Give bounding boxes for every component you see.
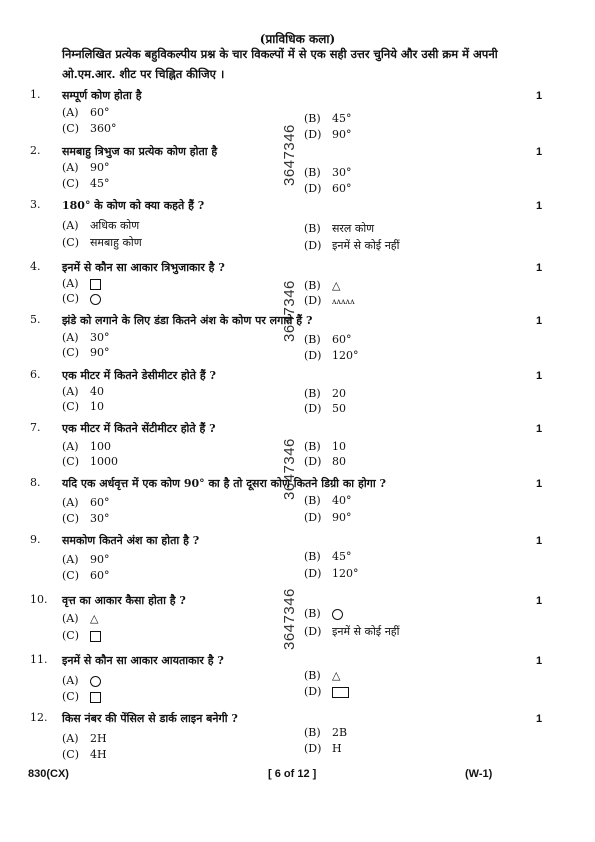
question-text: झंडे को लगाने के लिए डंडा कितने अंश के कोण पर लगाते हैं ? [62, 314, 313, 327]
option-c: (C) 4H [62, 748, 107, 761]
rectangle-icon [332, 687, 349, 698]
triangle-icon: △ [90, 612, 99, 625]
option-b: (B) 30° [304, 166, 352, 179]
question-text: इनमें से कौन सा आकार आयताकार है ? [62, 654, 224, 667]
option-c: (C) 45° [62, 177, 110, 190]
paper-code: 830(CX) [28, 768, 69, 780]
option-a: (A) 90° [62, 161, 110, 174]
question-number: 2. [30, 144, 41, 157]
question-number: 11. [30, 653, 48, 666]
question-marks: 1 [536, 370, 543, 382]
square-icon [90, 692, 101, 703]
option-d: (D) 120° [304, 349, 359, 362]
option-a: (A) [62, 277, 101, 290]
question-text: एक मीटर में कितने सेंटीमीटर होते हैं ? [62, 422, 216, 435]
option-a: (A) 40 [62, 385, 104, 398]
question-number: 10. [30, 593, 48, 606]
option-b: (B) [304, 607, 343, 620]
question-marks: 1 [536, 655, 543, 667]
option-a: (A) 60° [62, 106, 110, 119]
question-number: 8. [30, 476, 41, 489]
question-number: 6. [30, 368, 41, 381]
option-d: (D) ʌʌʌʌʌ [304, 294, 355, 307]
option-c: (C) 1000 [62, 455, 118, 468]
circle-icon [332, 609, 343, 620]
question-marks: 1 [536, 262, 543, 274]
option-b: (B) 40° [304, 494, 352, 507]
option-b: (B) 20 [304, 387, 346, 400]
triangle-icon: △ [332, 669, 341, 682]
option-d: (D) 120° [304, 567, 359, 580]
question-text: वृत्त का आकार कैसा होता है ? [62, 594, 186, 607]
option-c: (C) 30° [62, 512, 110, 525]
serial-stamp: 3647346 [281, 124, 298, 186]
question-text: एक मीटर में कितने डेसीमीटर होते हैं ? [62, 369, 216, 382]
question-number: 4. [30, 260, 41, 273]
question-text: समबाहु त्रिभुज का प्रत्येक कोण होता है [62, 145, 218, 158]
question-number: 5. [30, 313, 41, 326]
question-marks: 1 [536, 478, 543, 490]
option-a: (A) अधिक कोण [62, 219, 140, 232]
question-number: 9. [30, 533, 41, 546]
option-c: (C) 360° [62, 122, 117, 135]
option-b: (B) △ [304, 669, 341, 682]
option-c: (C) 60° [62, 569, 110, 582]
serial-stamp: 3647346 [281, 280, 298, 342]
option-d: (D) [304, 685, 349, 698]
question-number: 1. [30, 88, 41, 101]
question-marks: 1 [536, 90, 543, 102]
question-number: 3. [30, 198, 41, 211]
circle-icon [90, 294, 101, 305]
question-text: इनमें से कौन सा आकार त्रिभुजाकार है ? [62, 261, 225, 274]
square-icon [90, 279, 101, 290]
zigzag-icon: ʌʌʌʌʌ [332, 297, 355, 306]
option-b: (B) सरल कोण [304, 222, 375, 235]
question-number: 12. [30, 711, 48, 724]
option-a: (A) 90° [62, 553, 110, 566]
option-d: (D) 80 [304, 455, 346, 468]
square-icon [90, 631, 101, 642]
option-a: (A) 100 [62, 440, 111, 453]
question-marks: 1 [536, 595, 543, 607]
instructions: निम्नलिखित प्रत्येक बहुविकल्पीय प्रश्न के चार विकल्पों में से एक सही उत्तर चुनिये और उसी क्रम में अपनी ओ.एम.आर. शीट पर चिह्नित कीजिए । [62, 47, 498, 81]
serial-stamp: 3647346 [281, 588, 298, 650]
option-d: (D) इनमें से कोई नहीं [304, 625, 400, 638]
option-b: (B) 45° [304, 550, 352, 563]
option-d: (D) 90° [304, 128, 352, 141]
circle-icon [90, 676, 101, 687]
triangle-icon: △ [332, 279, 341, 292]
option-d: (D) 50 [304, 402, 346, 415]
option-c: (C) [62, 292, 101, 305]
option-b: (B) 10 [304, 440, 346, 453]
question-marks: 1 [536, 146, 543, 158]
option-b: (B) △ [304, 279, 341, 292]
option-b: (B) 60° [304, 333, 352, 346]
option-a: (A) △ [62, 612, 99, 625]
series-code: (W-1) [465, 768, 493, 780]
option-b: (B) 2B [304, 726, 348, 739]
question-marks: 1 [536, 315, 543, 327]
option-c: (C) 90° [62, 346, 110, 359]
option-d: (D) H [304, 742, 342, 755]
question-marks: 1 [536, 713, 543, 725]
section-title: (प्राविधिक कला) [259, 32, 336, 46]
option-b: (B) 45° [304, 112, 352, 125]
option-a: (A) 30° [62, 331, 110, 344]
question-marks: 1 [536, 535, 543, 547]
question-text: सम्पूर्ण कोण होता है [62, 89, 142, 102]
option-c: (C) 10 [62, 400, 104, 413]
option-c: (C) [62, 690, 101, 703]
option-d: (D) इनमें से कोई नहीं [304, 239, 400, 252]
question-marks: 1 [536, 200, 543, 212]
option-d: (D) 60° [304, 182, 352, 195]
page-number: [ 6 of 12 ] [268, 768, 317, 780]
option-d: (D) 90° [304, 511, 352, 524]
option-a: (A) 60° [62, 496, 110, 509]
question-text: यदि एक अर्धवृत्त में एक कोण 90° का है तो दूसरा कोण कितने डिग्री का होगा ? [62, 477, 386, 490]
option-c: (C) [62, 629, 101, 642]
option-a: (A) [62, 674, 101, 687]
question-text: समकोण कितने अंश का होता है ? [62, 534, 200, 547]
question-marks: 1 [536, 423, 543, 435]
option-c: (C) समबाहु कोण [62, 236, 142, 249]
option-a: (A) 2H [62, 732, 107, 745]
serial-stamp: 3647346 [281, 438, 298, 500]
question-text: 180° के कोण को क्या कहते हैं ? [62, 199, 205, 212]
question-text: किस नंबर की पेंसिल से डार्क लाइन बनेगी ? [62, 712, 238, 725]
question-number: 7. [30, 421, 41, 434]
